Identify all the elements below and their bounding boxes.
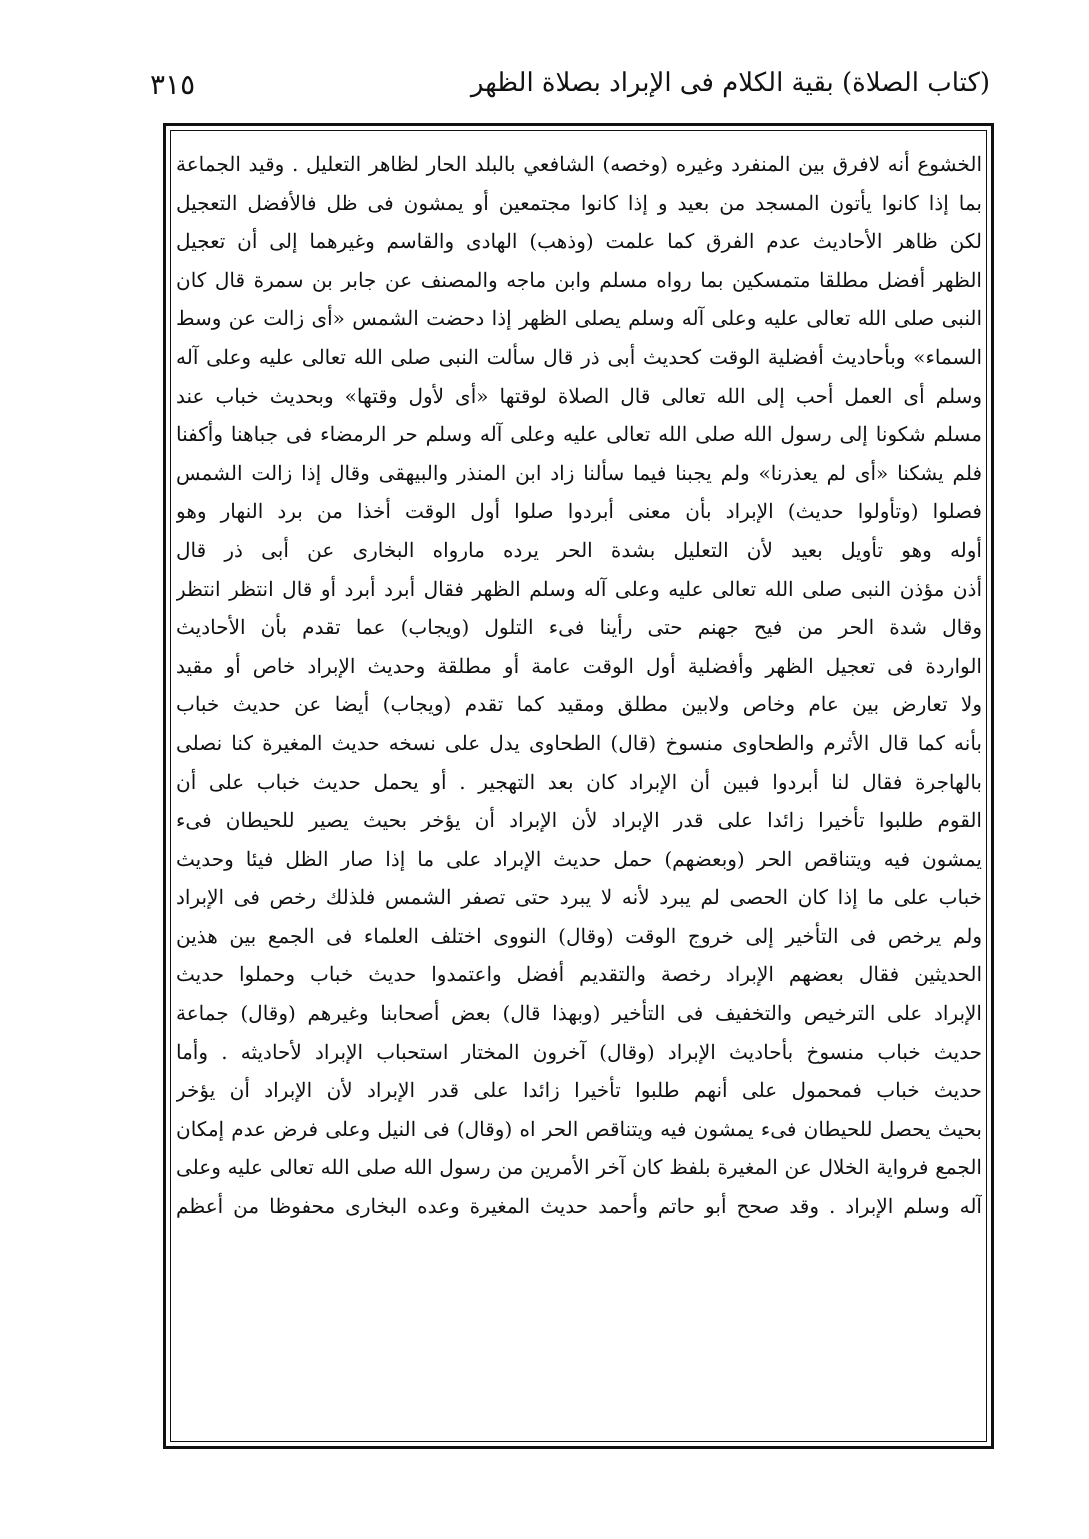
text-line: آله وسلم الإبراد . وقد صحح أبو حاتم وأحمد حديث المغيرة وعده البخارى محفوظا من أعظم — [176, 1194, 982, 1219]
text-line: الواردة فى تعجيل الظهر وأفضلية أول الوقت عامة أو مطلقة وحديث الإبراد خاص أو مقيد — [176, 653, 982, 678]
text-line: ولا تعارض بين عام وخاص ولابين مطلق ومقيد كما تقدم (ويجاب) أيضا عن حديث خباب — [176, 692, 982, 717]
text-line: الجمع فرواية الخلال عن المغيرة بلفظ كان آخر الأمرين من رسول الله صلى الله تعالى عليه وعلى — [176, 1155, 982, 1180]
text-line: وسلم أى العمل أحب إلى الله تعالى قال الصلاة لوقتها «أى لأول وقتها» وبحديث خباب عند — [176, 383, 982, 408]
text-line: فلم يشكنا «أى لم يعذرنا» ولم يجبنا فيما سألنا زاد ابن المنذر والبيهقى وقال إذا زالت الشمس — [176, 460, 982, 485]
text-line: السماء» وبأحاديث أفضلية الوقت كحديث أبى ذر قال سألت النبى صلى الله تعالى عليه وعلى آله — [176, 344, 982, 369]
text-line: أذن مؤذن النبى صلى الله تعالى عليه وعلى آله وسلم الظهر فقال أبرد أبرد أو قال انتظر انتظر — [176, 576, 982, 601]
text-line: وقال شدة الحر من فيح جهنم حتى رأينا فىء التلول (ويجاب) عما تقدم بأن الأحاديث — [176, 615, 982, 640]
text-line: الظهر أفضل مطلقا متمسكين بما رواه مسلم وابن ماجه والمصنف عن جابر بن سمرة قال كان — [176, 267, 982, 292]
text-line: بالهاجرة فقال لنا أبردوا فبين أن الإبراد كان بعد التهجير . أو يحمل حديث خباب على أن — [176, 769, 982, 794]
text-line: يمشون فيه ويتناقص الحر (وبعضهم) حمل حديث الإبراد على ما إذا صار الظل فيئا وحديث — [176, 846, 982, 871]
text-line: بحيث يحصل للحيطان فىء يمشون فيه ويتناقص الحر اه (وقال) فى النيل وعلى فرض عدم إمكان — [176, 1116, 982, 1141]
text-line: مسلم شكونا إلى رسول الله صلى الله تعالى عليه وعلى آله وسلم حر الرمضاء فى جباهنا وأكفنا — [176, 422, 982, 447]
text-line: بأنه كما قال الأثرم والطحاوى منسوخ (قال) الطحاوى يدل على نسخه حديث المغيرة كنا نصلى — [176, 730, 982, 755]
text-line: الإبراد على الترخيص والتخفيف فى التأخير (وبهذا قال) بعض أصحابنا وغيرهم (وقال) جماعة — [176, 1001, 982, 1026]
text-line: لكن ظاهر الأحاديث عدم الفرق كما علمت (وذهب) الهادى والقاسم وغيرهما إلى أن تعجيل — [176, 229, 982, 254]
page-header — [150, 68, 990, 114]
text-line: الحديثين فقال بعضهم الإبراد رخصة والتقديم أفضل واعتمدوا حديث خباب وحملوا حديث — [176, 962, 982, 987]
text-line: ولم يرخص فى التأخير إلى خروج الوقت (وقال) النووى اختلف العلماء فى الجمع بين هذين — [176, 923, 982, 948]
text-line: خباب على ما إذا كان الحصى لم يبرد لأنه لا يبرد حتى تصفر الشمس فلذلك رخص فى الإبراد — [176, 885, 982, 910]
page-number: ٣١٥ — [150, 68, 196, 101]
text-line: أوله وهو تأويل بعيد لأن التعليل بشدة الحر يرده مارواه البخارى عن أبى ذر قال — [176, 537, 982, 562]
text-line: حديث خباب فمحمول على أنهم طلبوا تأخيرا زائدا على قدر الإبراد لأن الإبراد أن يؤخر — [176, 1078, 982, 1103]
running-header-title: (كتاب الصلاة) بقية الكلام فى الإبراد بصلاة الظهر — [470, 68, 990, 98]
body-text — [176, 145, 982, 1226]
text-line: بما إذا كانوا يأتون المسجد من بعيد و إذا كانوا مجتمعين أو يمشون فى ظل فالأفضل التعجيل — [176, 190, 982, 215]
text-line: حديث خباب منسوخ بأحاديث الإبراد (وقال) آخرون المختار استحباب الإبراد لأحاديثه . وأما — [176, 1039, 982, 1064]
text-line: النبى صلى الله تعالى عليه وعلى آله وسلم يصلى الظهر إذا دحضت الشمس «أى زالت عن وسط — [176, 306, 982, 331]
text-line: فصلوا (وتأولوا حديث) الإبراد بأن معنى أبردوا صلوا أول الوقت أخذا من برد النهار وهو — [176, 499, 982, 524]
text-line: الخشوع أنه لافرق بين المنفرد وغيره (وخصه) الشافعي بالبلد الحار لظاهر التعليل . وقيد الجماعة — [176, 152, 982, 176]
text-line: القوم طلبوا تأخيرا زائدا على قدر الإبراد لأن الإبراد أن يؤخر بحيث يصير للحيطان فىء — [176, 808, 982, 833]
